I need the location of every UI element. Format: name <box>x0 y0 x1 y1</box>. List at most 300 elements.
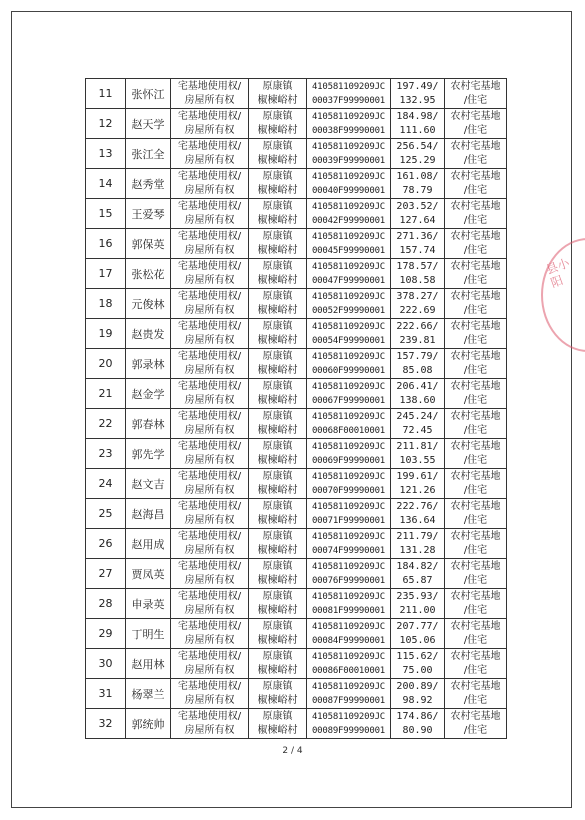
right-type-line: 宅基地使用权/ <box>177 440 242 452</box>
right-type-cell <box>171 169 249 199</box>
location-line: 椒楝峪村 <box>257 694 298 706</box>
unit-code-line: 00068F00010001 <box>311 425 386 436</box>
owner-name-cell: 丁明生 <box>126 619 171 649</box>
land-use-line: 农村宅基地 <box>450 410 501 422</box>
land-use-line: /住宅 <box>463 424 488 436</box>
table-row <box>86 229 507 259</box>
location-line: 原康镇 <box>262 590 293 602</box>
unit-code-line: 00076F99990001 <box>311 575 386 586</box>
location-cell <box>249 649 307 679</box>
owner-name-cell: 郭统帅 <box>126 709 171 739</box>
owner-name-cell: 郭录林 <box>126 349 171 379</box>
unit-code-line: 410581109209JC <box>311 471 386 482</box>
unit-code-line: 00086F00010001 <box>311 665 386 676</box>
area-line: 184.98/ <box>396 110 439 122</box>
table-row <box>86 259 507 289</box>
land-use-line: /住宅 <box>463 724 488 736</box>
row-number-cell: 30 <box>86 649 126 679</box>
area-line: 80.90 <box>402 724 433 736</box>
land-use-line: 农村宅基地 <box>450 680 501 692</box>
land-use-line: 农村宅基地 <box>450 230 501 242</box>
land-use-cell <box>445 559 507 589</box>
right-type-line: 房屋所有权 <box>184 484 235 496</box>
location-line: 原康镇 <box>262 140 293 152</box>
land-use-cell <box>445 289 507 319</box>
unit-code-line: 00081F99990001 <box>311 605 386 616</box>
land-use-line: 农村宅基地 <box>450 350 501 362</box>
area-line: 222.76/ <box>396 500 439 512</box>
area-cell <box>391 619 445 649</box>
land-use-cell <box>445 259 507 289</box>
table-row <box>86 559 507 589</box>
area-cell <box>391 259 445 289</box>
location-line: 原康镇 <box>262 620 293 632</box>
area-cell <box>391 139 445 169</box>
area-cell <box>391 319 445 349</box>
right-type-line: 房屋所有权 <box>184 424 235 436</box>
land-use-line: /住宅 <box>463 184 488 196</box>
unit-code-cell <box>307 469 391 499</box>
right-type-line: 房屋所有权 <box>184 124 235 136</box>
land-use-cell <box>445 379 507 409</box>
area-line: 121.26 <box>399 484 436 496</box>
area-line: 235.93/ <box>396 590 439 602</box>
right-type-line: 宅基地使用权/ <box>177 200 242 212</box>
owner-name-cell: 元俊林 <box>126 289 171 319</box>
right-type-cell <box>171 409 249 439</box>
area-line: 103.55 <box>399 454 436 466</box>
location-line: 原康镇 <box>262 440 293 452</box>
land-use-line: /住宅 <box>463 154 488 166</box>
land-use-cell <box>445 109 507 139</box>
right-type-line: 房屋所有权 <box>184 184 235 196</box>
right-type-line: 宅基地使用权/ <box>177 500 242 512</box>
row-number-cell: 12 <box>86 109 126 139</box>
unit-code-line: 410581109209JC <box>311 81 386 92</box>
table-row <box>86 649 507 679</box>
unit-code-line: 410581109209JC <box>311 381 386 392</box>
area-line: 105.06 <box>399 634 436 646</box>
location-line: 椒楝峪村 <box>257 574 298 586</box>
right-type-line: 房屋所有权 <box>184 604 235 616</box>
page-number: 2 / 4 <box>282 746 303 756</box>
right-type-line: 宅基地使用权/ <box>177 170 242 182</box>
table-row <box>86 109 507 139</box>
location-cell <box>249 469 307 499</box>
area-line: 271.36/ <box>396 230 439 242</box>
right-type-line: 房屋所有权 <box>184 544 235 556</box>
unit-code-cell <box>307 529 391 559</box>
location-cell <box>249 409 307 439</box>
area-line: 157.79/ <box>396 350 439 362</box>
unit-code-line: 00071F99990001 <box>311 515 386 526</box>
unit-code-cell <box>307 169 391 199</box>
land-use-cell <box>445 649 507 679</box>
land-use-line: 农村宅基地 <box>450 470 501 482</box>
row-number-cell: 26 <box>86 529 126 559</box>
area-cell <box>391 169 445 199</box>
land-use-line: /住宅 <box>463 514 488 526</box>
unit-code-line: 410581109209JC <box>311 141 386 152</box>
area-line: 222.69 <box>399 304 436 316</box>
unit-code-line: 410581109209JC <box>311 441 386 452</box>
land-use-line: /住宅 <box>463 274 488 286</box>
row-number-cell: 16 <box>86 229 126 259</box>
owner-name-cell: 申录英 <box>126 589 171 619</box>
location-cell <box>249 439 307 469</box>
location-line: 椒楝峪村 <box>257 154 298 166</box>
unit-code-line: 410581109209JC <box>311 501 386 512</box>
location-line: 椒楝峪村 <box>257 544 298 556</box>
unit-code-line: 00052F99990001 <box>311 305 386 316</box>
area-line: 136.64 <box>399 514 436 526</box>
land-use-line: 农村宅基地 <box>450 590 501 602</box>
row-number-cell: 20 <box>86 349 126 379</box>
unit-code-cell <box>307 319 391 349</box>
area-line: 184.82/ <box>396 560 439 572</box>
location-line: 原康镇 <box>262 500 293 512</box>
location-cell <box>249 199 307 229</box>
owner-name-cell: 赵海昌 <box>126 499 171 529</box>
unit-code-line: 410581109209JC <box>311 231 386 242</box>
right-type-line: 房屋所有权 <box>184 574 235 586</box>
location-line: 原康镇 <box>262 260 293 272</box>
unit-code-line: 410581109209JC <box>311 291 386 302</box>
unit-code-cell <box>307 379 391 409</box>
area-cell <box>391 229 445 259</box>
land-use-line: 农村宅基地 <box>450 260 501 272</box>
area-line: 239.81 <box>399 334 436 346</box>
right-type-line: 房屋所有权 <box>184 454 235 466</box>
location-line: 原康镇 <box>262 320 293 332</box>
right-type-cell <box>171 199 249 229</box>
location-line: 原康镇 <box>262 560 293 572</box>
area-cell <box>391 289 445 319</box>
land-use-line: /住宅 <box>463 544 488 556</box>
unit-code-cell <box>307 619 391 649</box>
location-cell <box>249 709 307 739</box>
right-type-line: 宅基地使用权/ <box>177 110 242 122</box>
location-cell <box>249 679 307 709</box>
right-type-line: 房屋所有权 <box>184 304 235 316</box>
area-cell <box>391 499 445 529</box>
area-line: 211.79/ <box>396 530 439 542</box>
area-cell <box>391 709 445 739</box>
owner-name-cell: 郭春林 <box>126 409 171 439</box>
land-use-cell <box>445 319 507 349</box>
location-line: 原康镇 <box>262 380 293 392</box>
right-type-cell <box>171 139 249 169</box>
right-type-line: 宅基地使用权/ <box>177 680 242 692</box>
unit-code-cell <box>307 439 391 469</box>
area-line: 200.89/ <box>396 680 439 692</box>
land-use-line: 农村宅基地 <box>450 560 501 572</box>
area-line: 207.77/ <box>396 620 439 632</box>
right-type-cell <box>171 79 249 109</box>
unit-code-line: 00074F99990001 <box>311 545 386 556</box>
unit-code-line: 00089F99990001 <box>311 725 386 736</box>
land-use-line: 农村宅基地 <box>450 140 501 152</box>
land-use-line: 农村宅基地 <box>450 320 501 332</box>
unit-code-line: 410581109209JC <box>311 621 386 632</box>
land-use-cell <box>445 589 507 619</box>
land-use-cell <box>445 709 507 739</box>
land-use-cell <box>445 169 507 199</box>
right-type-line: 宅基地使用权/ <box>177 260 242 272</box>
unit-code-line: 00070F99990001 <box>311 485 386 496</box>
table-row <box>86 409 507 439</box>
unit-code-line: 00060F99990001 <box>311 365 386 376</box>
land-use-line: /住宅 <box>463 124 488 136</box>
unit-code-line: 410581109209JC <box>311 261 386 272</box>
table-row <box>86 619 507 649</box>
right-type-line: 房屋所有权 <box>184 514 235 526</box>
table-row <box>86 499 507 529</box>
land-use-cell <box>445 679 507 709</box>
land-use-cell <box>445 349 507 379</box>
right-type-line: 房屋所有权 <box>184 214 235 226</box>
table-row <box>86 139 507 169</box>
land-use-cell <box>445 139 507 169</box>
land-use-line: 农村宅基地 <box>450 500 501 512</box>
area-line: 125.29 <box>399 154 436 166</box>
table-row <box>86 709 507 739</box>
area-cell <box>391 559 445 589</box>
land-use-line: 农村宅基地 <box>450 650 501 662</box>
owner-name-cell: 赵天学 <box>126 109 171 139</box>
right-type-cell <box>171 379 249 409</box>
location-line: 椒楝峪村 <box>257 214 298 226</box>
right-type-cell <box>171 469 249 499</box>
owner-name-cell: 郭先学 <box>126 439 171 469</box>
unit-code-cell <box>307 289 391 319</box>
land-use-line: 农村宅基地 <box>450 200 501 212</box>
area-cell <box>391 439 445 469</box>
unit-code-line: 00039F99990001 <box>311 155 386 166</box>
right-type-cell <box>171 529 249 559</box>
unit-code-cell <box>307 679 391 709</box>
unit-code-line: 410581109209JC <box>311 171 386 182</box>
right-type-cell <box>171 259 249 289</box>
location-cell <box>249 619 307 649</box>
location-line: 椒楝峪村 <box>257 634 298 646</box>
land-use-cell <box>445 229 507 259</box>
location-cell <box>249 79 307 109</box>
area-cell <box>391 649 445 679</box>
area-line: 174.86/ <box>396 710 439 722</box>
land-use-line: 农村宅基地 <box>450 290 501 302</box>
location-line: 椒楝峪村 <box>257 514 298 526</box>
row-number-cell: 21 <box>86 379 126 409</box>
row-number-cell: 31 <box>86 679 126 709</box>
area-line: 178.57/ <box>396 260 439 272</box>
right-type-line: 宅基地使用权/ <box>177 710 242 722</box>
table-row <box>86 439 507 469</box>
land-use-line: 农村宅基地 <box>450 80 501 92</box>
right-type-line: 宅基地使用权/ <box>177 530 242 542</box>
area-cell <box>391 679 445 709</box>
location-cell <box>249 379 307 409</box>
right-type-line: 房屋所有权 <box>184 364 235 376</box>
owner-name-cell: 赵金学 <box>126 379 171 409</box>
location-line: 原康镇 <box>262 710 293 722</box>
location-line: 原康镇 <box>262 80 293 92</box>
location-line: 原康镇 <box>262 530 293 542</box>
unit-code-cell <box>307 79 391 109</box>
land-use-cell <box>445 619 507 649</box>
location-cell <box>249 319 307 349</box>
land-use-line: /住宅 <box>463 484 488 496</box>
location-line: 椒楝峪村 <box>257 334 298 346</box>
location-line: 椒楝峪村 <box>257 364 298 376</box>
row-number-cell: 22 <box>86 409 126 439</box>
table-row <box>86 319 507 349</box>
location-line: 椒楝峪村 <box>257 454 298 466</box>
right-type-line: 宅基地使用权/ <box>177 620 242 632</box>
row-number-cell: 23 <box>86 439 126 469</box>
unit-code-cell <box>307 259 391 289</box>
area-cell <box>391 349 445 379</box>
unit-code-line: 410581109209JC <box>311 531 386 542</box>
location-line: 椒楝峪村 <box>257 94 298 106</box>
owner-name-cell: 张松花 <box>126 259 171 289</box>
location-line: 椒楝峪村 <box>257 724 298 736</box>
table-row <box>86 349 507 379</box>
owner-name-cell: 杨翠兰 <box>126 679 171 709</box>
table-row <box>86 529 507 559</box>
unit-code-cell <box>307 139 391 169</box>
unit-code-line: 00047F99990001 <box>311 275 386 286</box>
unit-code-line: 410581109209JC <box>311 111 386 122</box>
area-cell <box>391 589 445 619</box>
right-type-cell <box>171 589 249 619</box>
location-line: 原康镇 <box>262 200 293 212</box>
area-cell <box>391 79 445 109</box>
right-type-line: 宅基地使用权/ <box>177 140 242 152</box>
right-type-line: 宅基地使用权/ <box>177 380 242 392</box>
area-line: 132.95 <box>399 94 436 106</box>
location-line: 椒楝峪村 <box>257 274 298 286</box>
unit-code-cell <box>307 199 391 229</box>
location-line: 原康镇 <box>262 170 293 182</box>
location-line: 椒楝峪村 <box>257 484 298 496</box>
row-number-cell: 24 <box>86 469 126 499</box>
table-row <box>86 469 507 499</box>
unit-code-line: 410581109209JC <box>311 561 386 572</box>
area-line: 157.74 <box>399 244 436 256</box>
right-type-cell <box>171 619 249 649</box>
unit-code-cell <box>307 109 391 139</box>
location-line: 原康镇 <box>262 350 293 362</box>
unit-code-line: 00040F99990001 <box>311 185 386 196</box>
table-row <box>86 679 507 709</box>
area-cell <box>391 529 445 559</box>
right-type-line: 房屋所有权 <box>184 664 235 676</box>
location-cell <box>249 259 307 289</box>
unit-code-line: 00042F99990001 <box>311 215 386 226</box>
land-use-cell <box>445 199 507 229</box>
owner-name-cell: 赵文吉 <box>126 469 171 499</box>
area-line: 78.79 <box>402 184 433 196</box>
area-cell <box>391 199 445 229</box>
unit-code-cell <box>307 409 391 439</box>
area-line: 98.92 <box>402 694 433 706</box>
owner-name-cell: 王爱琴 <box>126 199 171 229</box>
unit-code-line: 410581109209JC <box>311 411 386 422</box>
land-use-line: /住宅 <box>463 334 488 346</box>
location-line: 椒楝峪村 <box>257 394 298 406</box>
area-line: 65.87 <box>402 574 433 586</box>
land-use-cell <box>445 499 507 529</box>
unit-code-line: 00045F99990001 <box>311 245 386 256</box>
location-cell <box>249 529 307 559</box>
area-cell <box>391 379 445 409</box>
table-row <box>86 169 507 199</box>
land-use-line: /住宅 <box>463 364 488 376</box>
row-number-cell: 19 <box>86 319 126 349</box>
area-line: 138.60 <box>399 394 436 406</box>
unit-code-line: 00037F99990001 <box>311 95 386 106</box>
land-use-line: /住宅 <box>463 94 488 106</box>
owner-name-cell: 赵贵发 <box>126 319 171 349</box>
land-use-line: /住宅 <box>463 214 488 226</box>
unit-code-line: 410581109209JC <box>311 201 386 212</box>
area-cell <box>391 409 445 439</box>
area-line: 111.60 <box>399 124 436 136</box>
land-use-line: /住宅 <box>463 604 488 616</box>
location-line: 椒楝峪村 <box>257 244 298 256</box>
row-number-cell: 25 <box>86 499 126 529</box>
owner-name-cell: 赵用成 <box>126 529 171 559</box>
registry-table <box>85 78 507 739</box>
location-line: 原康镇 <box>262 110 293 122</box>
area-line: 127.64 <box>399 214 436 226</box>
owner-name-cell: 赵秀堂 <box>126 169 171 199</box>
area-line: 108.58 <box>399 274 436 286</box>
unit-code-line: 00084F99990001 <box>311 635 386 646</box>
land-use-line: 农村宅基地 <box>450 170 501 182</box>
row-number-cell: 17 <box>86 259 126 289</box>
right-type-line: 房屋所有权 <box>184 154 235 166</box>
right-type-cell <box>171 319 249 349</box>
location-cell <box>249 109 307 139</box>
unit-code-line: 410581109209JC <box>311 351 386 362</box>
area-line: 245.24/ <box>396 410 439 422</box>
area-line: 203.52/ <box>396 200 439 212</box>
table-row <box>86 199 507 229</box>
unit-code-cell <box>307 649 391 679</box>
location-line: 原康镇 <box>262 230 293 242</box>
location-line: 原康镇 <box>262 410 293 422</box>
unit-code-cell <box>307 559 391 589</box>
location-cell <box>249 229 307 259</box>
right-type-cell <box>171 349 249 379</box>
right-type-cell <box>171 439 249 469</box>
land-use-line: /住宅 <box>463 634 488 646</box>
row-number-cell: 15 <box>86 199 126 229</box>
area-line: 131.28 <box>399 544 436 556</box>
owner-name-cell: 张怀江 <box>126 79 171 109</box>
right-type-cell <box>171 649 249 679</box>
right-type-line: 房屋所有权 <box>184 274 235 286</box>
right-type-cell <box>171 109 249 139</box>
owner-name-cell: 赵用林 <box>126 649 171 679</box>
registry-table-body <box>86 79 507 739</box>
location-line: 原康镇 <box>262 290 293 302</box>
right-type-line: 房屋所有权 <box>184 334 235 346</box>
location-line: 椒楝峪村 <box>257 604 298 616</box>
unit-code-cell <box>307 499 391 529</box>
